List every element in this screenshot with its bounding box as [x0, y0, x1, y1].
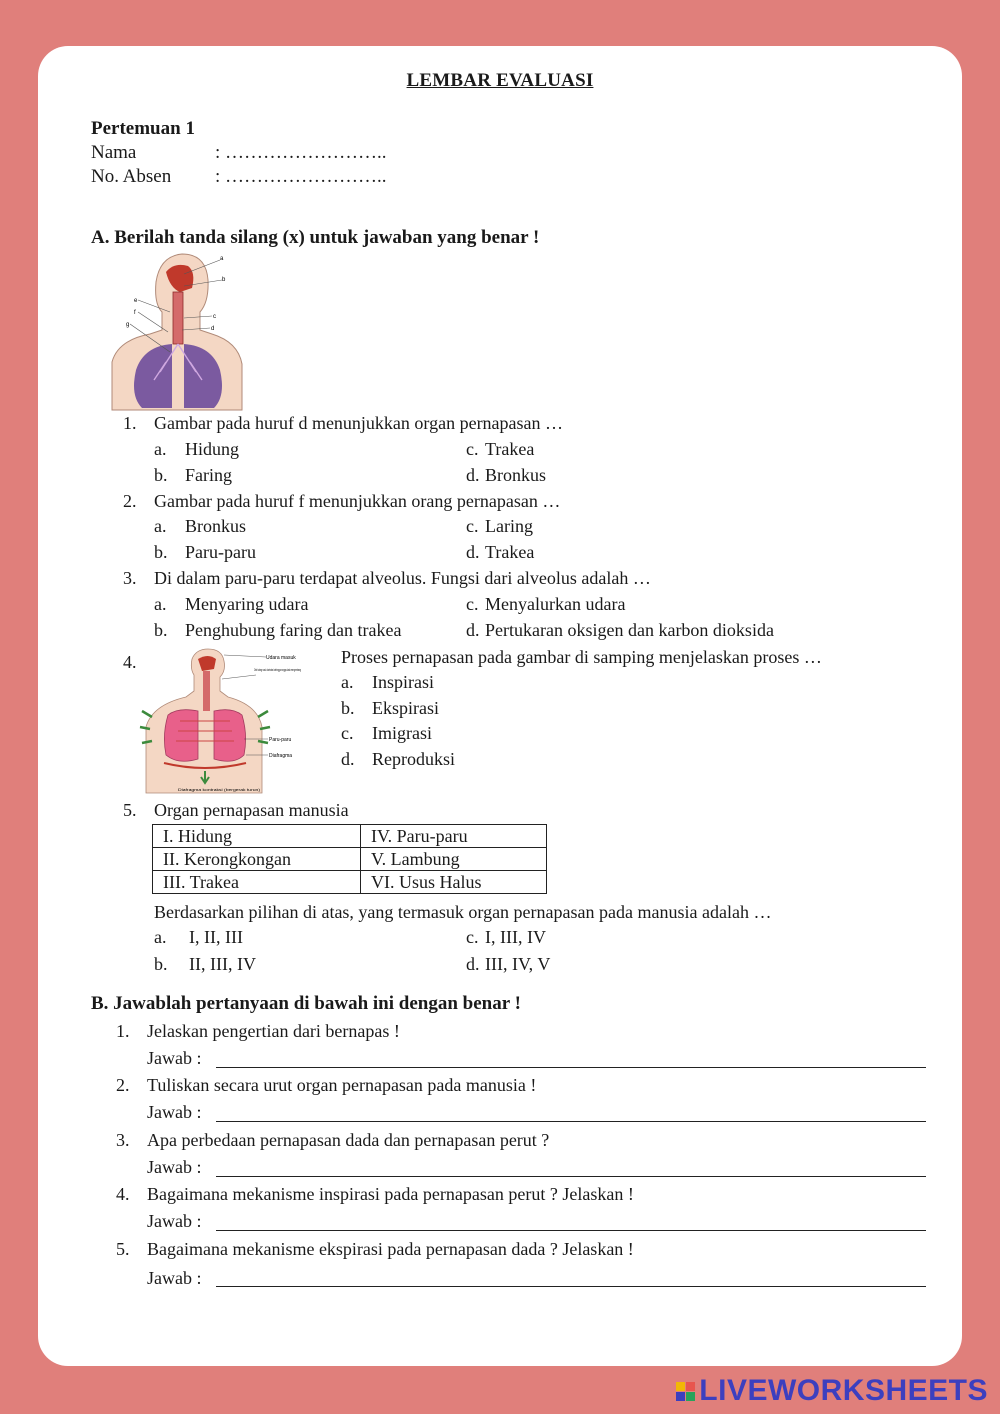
q5-option-a[interactable]: I, II, III: [189, 927, 243, 947]
worksheet-page: [38, 46, 962, 1366]
q5-option-d[interactable]: III, IV, V: [485, 954, 551, 974]
q5-option-b-letter[interactable]: b.: [154, 954, 168, 974]
b1-answer-label: Jawab :: [147, 1048, 202, 1068]
absen-field[interactable]: : ……………………..: [215, 166, 387, 187]
q2-option-a[interactable]: Bronkus: [185, 516, 247, 536]
q3-option-b-letter[interactable]: b.: [154, 620, 168, 640]
fig1-label-b: b: [222, 277, 226, 283]
q4-option-b[interactable]: Ekspirasi: [372, 698, 439, 718]
b3-answer-line[interactable]: [216, 1176, 926, 1177]
q2-option-b-letter[interactable]: b.: [154, 542, 168, 562]
fig2-label-air-in: Udara masuk: [266, 655, 296, 661]
b1-answer-line[interactable]: [216, 1067, 926, 1068]
q4-option-c[interactable]: Imigrasi: [372, 723, 432, 743]
b1-text: Jelaskan pengertian dari bernapas !: [147, 1021, 400, 1041]
q5-option-d-letter[interactable]: d.: [466, 954, 480, 974]
q3-option-d[interactable]: Pertukaran oksigen dan karbon dioksida: [485, 620, 774, 640]
q5-text: Organ pernapasan manusia: [154, 800, 349, 820]
q1-option-d-letter[interactable]: d.: [466, 465, 480, 485]
liveworksheets-brand: [676, 1374, 988, 1408]
q4-option-d-letter[interactable]: d.: [341, 749, 355, 769]
table-row: [153, 848, 547, 871]
meeting-label: Pertemuan 1: [91, 118, 195, 139]
q4-option-a-letter[interactable]: a.: [341, 672, 354, 692]
table-row: [153, 825, 547, 848]
b4-answer-label: Jawab :: [147, 1211, 202, 1231]
q1-number: 1.: [123, 413, 137, 433]
q1-text: Gambar pada huruf d menunjukkan organ pernapasan …: [154, 413, 564, 433]
q2-option-b[interactable]: Paru-paru: [185, 542, 256, 562]
b5-answer-label: Jawab :: [147, 1268, 202, 1288]
fig2-label-muscle: Otot tulang rusuk kontraksi sehingga rongga dada mengembang: [254, 667, 301, 672]
b2-number: 2.: [116, 1075, 130, 1095]
fig1-label-g: g: [126, 322, 130, 328]
b1-number: 1.: [116, 1021, 130, 1041]
logo-square-e: [686, 1392, 695, 1401]
q2-number: 2.: [123, 491, 137, 511]
q4-option-b-letter[interactable]: b.: [341, 698, 355, 718]
q1-option-b-letter[interactable]: b.: [154, 465, 168, 485]
q2-option-c[interactable]: Laring: [485, 516, 533, 536]
fig1-label-c: c: [213, 314, 216, 320]
organ-options-table: [152, 824, 547, 894]
b4-text: Bagaimana mekanisme inspirasi pada pernapasan perut ? Jelaskan !: [147, 1184, 634, 1204]
q5-number: 5.: [123, 800, 137, 820]
inspiration-figure: [138, 649, 303, 793]
page-title: LEMBAR EVALUASI: [406, 70, 594, 91]
b5-number: 5.: [116, 1239, 130, 1259]
table-row: [153, 871, 547, 894]
section-b-heading: B. Jawablah pertanyaan di bawah ini dengan benar !: [91, 993, 521, 1014]
fig2-label-diaphragm-contract: Diafragma kontraksi (bergerak turun): [178, 787, 261, 792]
q5-option-c-letter[interactable]: c.: [466, 927, 479, 947]
q5-option-b[interactable]: II, III, IV: [189, 954, 256, 974]
q4-option-d[interactable]: Reproduksi: [372, 749, 455, 769]
table-cell: VI. Usus Halus: [361, 871, 547, 894]
q2-option-c-letter[interactable]: c.: [466, 516, 479, 536]
q3-option-c[interactable]: Menyalurkan udara: [485, 594, 626, 614]
b4-answer-line[interactable]: [216, 1230, 926, 1231]
q4-number: 4.: [123, 652, 137, 672]
b2-text: Tuliskan secara urut organ pernapasan pada manusia !: [147, 1075, 537, 1095]
q5-followup: Berdasarkan pilihan di atas, yang termasuk organ pernapasan pada manusia adalah …: [154, 902, 772, 922]
q3-option-d-letter[interactable]: d.: [466, 620, 480, 640]
q1-option-d[interactable]: Bronkus: [485, 465, 547, 485]
section-a-heading: A. Berilah tanda silang (x) untuk jawaban yang benar !: [91, 227, 540, 248]
q3-option-a-letter[interactable]: a.: [154, 594, 167, 614]
q3-option-a[interactable]: Menyaring udara: [185, 594, 309, 614]
logo-square-i: [686, 1382, 695, 1391]
q4-option-c-letter[interactable]: c.: [341, 723, 354, 743]
q3-option-b[interactable]: Penghubung faring dan trakea: [185, 620, 402, 640]
brand-logo-icon: [676, 1382, 695, 1401]
b5-answer-line[interactable]: [216, 1286, 926, 1287]
name-label: Nama: [91, 142, 137, 163]
q1-option-b[interactable]: Faring: [185, 465, 232, 485]
b2-answer-label: Jawab :: [147, 1102, 202, 1122]
b2-answer-line[interactable]: [216, 1121, 926, 1122]
logo-square-l: [676, 1382, 685, 1391]
q1-option-c-letter[interactable]: c.: [466, 439, 479, 459]
logo-square-v: [676, 1392, 685, 1401]
q3-number: 3.: [123, 568, 137, 588]
b3-number: 3.: [116, 1130, 130, 1150]
name-field[interactable]: : ……………………..: [215, 142, 387, 163]
fig1-label-f: f: [134, 310, 136, 316]
q3-text: Di dalam paru-paru terdapat alveolus. Fungsi dari alveolus adalah …: [154, 568, 651, 588]
b3-text: Apa perbedaan pernapasan dada dan pernapasan perut ?: [147, 1130, 550, 1150]
q1-option-a[interactable]: Hidung: [185, 439, 239, 459]
fig2-label-diaphragm: Diafragma: [269, 753, 293, 759]
q5-option-c[interactable]: I, III, IV: [485, 927, 546, 947]
table-cell: V. Lambung: [361, 848, 547, 871]
fig1-label-a: a: [220, 256, 224, 262]
q2-option-a-letter[interactable]: a.: [154, 516, 167, 536]
table-cell: II. Kerongkongan: [153, 848, 361, 871]
table-cell: I. Hidung: [153, 825, 361, 848]
b5-text: Bagaimana mekanisme ekspirasi pada pernapasan dada ? Jelaskan !: [147, 1239, 634, 1259]
table-cell: III. Trakea: [153, 871, 361, 894]
q1-option-c[interactable]: Trakea: [485, 439, 535, 459]
q2-text: Gambar pada huruf f menunjukkan orang pernapasan …: [154, 491, 561, 511]
q3-option-c-letter[interactable]: c.: [466, 594, 479, 614]
q2-option-d[interactable]: Trakea: [485, 542, 535, 562]
q4-option-a[interactable]: Inspirasi: [372, 672, 434, 692]
q1-option-a-letter[interactable]: a.: [154, 439, 167, 459]
b4-number: 4.: [116, 1184, 130, 1204]
b3-answer-label: Jawab :: [147, 1157, 202, 1177]
absen-label: No. Absen: [91, 166, 172, 187]
fig1-label-e: e: [134, 298, 138, 304]
fig2-label-lungs: Paru-paru: [269, 737, 292, 743]
q5-option-a-letter[interactable]: a.: [154, 927, 167, 947]
brand-name: LIVEWORKSHEETS: [699, 1374, 988, 1407]
q2-option-d-letter[interactable]: d.: [466, 542, 480, 562]
respiratory-system-figure: [110, 252, 245, 410]
q4-text: Proses pernapasan pada gambar di samping menjelaskan proses …: [341, 647, 822, 667]
table-cell: IV. Paru-paru: [361, 825, 547, 848]
fig1-label-d: d: [211, 326, 215, 332]
